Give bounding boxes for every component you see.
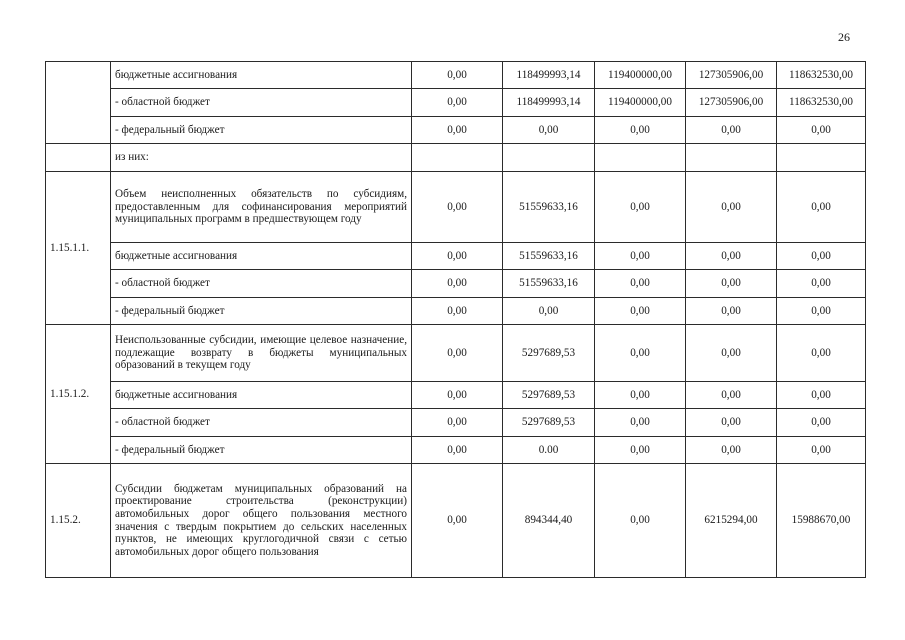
table-row	[46, 144, 866, 172]
table-row	[46, 382, 866, 409]
value-cell: 0,00	[412, 172, 503, 243]
value-cell	[777, 144, 866, 172]
value-cell: 5297689,53	[503, 325, 595, 382]
value-cell: 894344,40	[503, 464, 595, 578]
value-cell: 0,00	[777, 270, 866, 298]
value-cell: 0,00	[412, 298, 503, 325]
value-cell: 0,00	[412, 62, 503, 89]
value-cell: 0.00	[503, 437, 595, 464]
value-cell: 0,00	[503, 117, 595, 144]
value-cell: 6215294,00	[686, 464, 777, 578]
value-cell: 0,00	[412, 325, 503, 382]
table-row	[46, 243, 866, 270]
value-cell: 0,00	[686, 172, 777, 243]
row-code-cell	[46, 144, 111, 172]
value-cell	[686, 144, 777, 172]
value-cell: 0,00	[686, 298, 777, 325]
table-row	[46, 62, 866, 89]
value-cell: 0,00	[595, 270, 686, 298]
row-name-cell: - областной бюджет	[111, 409, 412, 437]
value-cell: 0,00	[412, 382, 503, 409]
table-row	[46, 464, 866, 578]
row-code-cell	[46, 62, 111, 144]
value-cell: 0,00	[412, 464, 503, 578]
row-name-cell: - областной бюджет	[111, 89, 412, 117]
value-cell	[412, 144, 503, 172]
table-row	[46, 117, 866, 144]
value-cell: 51559633,16	[503, 270, 595, 298]
value-cell: 0,00	[686, 243, 777, 270]
row-name-cell: - федеральный бюджет	[111, 117, 412, 144]
value-cell: 0,00	[777, 298, 866, 325]
row-name-cell: бюджетные ассигнования	[111, 243, 412, 270]
value-cell: 5297689,53	[503, 409, 595, 437]
value-cell: 0,00	[412, 117, 503, 144]
value-cell: 0,00	[595, 437, 686, 464]
value-cell: 51559633,16	[503, 243, 595, 270]
value-cell: 127305906,00	[686, 89, 777, 117]
value-cell: 0,00	[412, 437, 503, 464]
value-cell: 0,00	[777, 117, 866, 144]
row-name-cell: бюджетные ассигнования	[111, 382, 412, 409]
value-cell: 0,00	[777, 325, 866, 382]
row-name-cell: Неиспользованные субсидии, имеющие целевое назначение, подлежащие возврату в бюджеты муниципальных образований в текущем году	[111, 325, 412, 382]
value-cell: 118499993,14	[503, 89, 595, 117]
value-cell: 0,00	[686, 437, 777, 464]
row-name-cell: - областной бюджет	[111, 270, 412, 298]
value-cell: 0,00	[595, 243, 686, 270]
value-cell: 0,00	[686, 270, 777, 298]
value-cell: 0,00	[595, 325, 686, 382]
value-cell: 0,00	[686, 325, 777, 382]
value-cell: 0,00	[777, 243, 866, 270]
value-cell: 119400000,00	[595, 62, 686, 89]
value-cell: 0,00	[777, 437, 866, 464]
row-code-cell: 1.15.1.1.	[46, 172, 111, 325]
row-code-cell: 1.15.1.2.	[46, 325, 111, 464]
value-cell: 0,00	[412, 89, 503, 117]
table-row	[46, 270, 866, 298]
value-cell: 0,00	[686, 382, 777, 409]
row-name-cell: Субсидии бюджетам муниципальных образований на проектирование строительства (реконструкции) автомобильных дорог общего пользования местного значения с твердым покрытием до сельских населенных пунктов, не имеющих круглогодичной связи с сетью автомобильных дорог общего пользования	[111, 464, 412, 578]
value-cell: 0,00	[412, 243, 503, 270]
page-number: 26	[838, 30, 850, 44]
table-row	[46, 89, 866, 117]
table-row	[46, 409, 866, 437]
value-cell: 0,00	[595, 117, 686, 144]
value-cell	[595, 144, 686, 172]
row-name-cell: - федеральный бюджет	[111, 298, 412, 325]
value-cell: 5297689,53	[503, 382, 595, 409]
value-cell: 0,00	[595, 382, 686, 409]
row-name-cell: из них:	[111, 144, 412, 172]
value-cell: 0,00	[412, 270, 503, 298]
budget-table	[45, 61, 866, 578]
value-cell: 0,00	[686, 409, 777, 437]
value-cell: 0,00	[777, 409, 866, 437]
row-name-cell: Объем неисполненных обязательств по субсидиям, предоставленным для софинансирования мероприятий муниципальных программ в предшествующем году	[111, 172, 412, 243]
row-code-cell: 1.15.2.	[46, 464, 111, 578]
table-row	[46, 298, 866, 325]
value-cell: 0,00	[595, 298, 686, 325]
table-row	[46, 437, 866, 464]
value-cell: 0,00	[595, 172, 686, 243]
table-row	[46, 325, 866, 382]
value-cell: 118632530,00	[777, 89, 866, 117]
value-cell: 0,00	[595, 409, 686, 437]
value-cell: 0,00	[686, 117, 777, 144]
value-cell	[503, 144, 595, 172]
row-name-cell: бюджетные ассигнования	[111, 62, 412, 89]
value-cell: 0,00	[503, 298, 595, 325]
value-cell: 0,00	[595, 464, 686, 578]
row-name-cell: - федеральный бюджет	[111, 437, 412, 464]
value-cell: 15988670,00	[777, 464, 866, 578]
value-cell: 0,00	[777, 382, 866, 409]
value-cell: 127305906,00	[686, 62, 777, 89]
value-cell: 118632530,00	[777, 62, 866, 89]
value-cell: 0,00	[412, 409, 503, 437]
value-cell: 118499993,14	[503, 62, 595, 89]
table-row	[46, 172, 866, 243]
value-cell: 0,00	[777, 172, 866, 243]
value-cell: 119400000,00	[595, 89, 686, 117]
value-cell: 51559633,16	[503, 172, 595, 243]
